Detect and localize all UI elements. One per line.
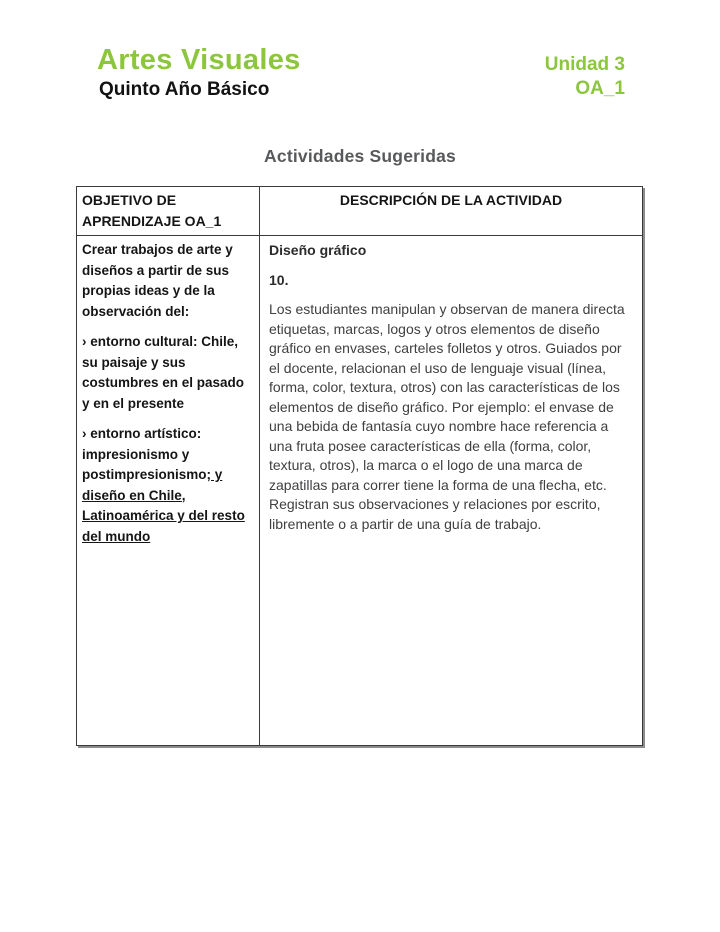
objective-cell [77, 236, 260, 746]
activity-number: 10. [269, 272, 289, 288]
description-cell [260, 236, 643, 746]
activity-description: Los estudiantes manipulan y observan de manera directa etiquetas, marcas, logos y otros elementos de diseño gráfico en envases, carteles folletos y otros. Guiados por el docente, relacionan el uso de lenguaje visual (línea, forma, color, textura, otros) con las características de los elementos de diseño gráfico. Por ejemplo: el envase de una bebida de fantasía cuyo nombre hace referencia a una fruta posee características de ella (forma, color, textura, otros), la marca o el logo de una marca de zapatillas para correr tiene la forma de una flecha, etc. Registran sus observaciones y relaciones por escrito, libremente o a partir de una guía de trabajo. [269, 301, 625, 532]
activity-category: Diseño gráfico [269, 242, 367, 258]
document-header-right [545, 44, 625, 101]
objective-column-header: OBJETIVO DE APRENDIZAJE OA_1 [77, 187, 260, 236]
description-column-header: DESCRIPCIÓN DE LA ACTIVIDAD [260, 187, 643, 236]
table-header-row [77, 187, 643, 236]
unit-label: Unidad 3 [544, 54, 625, 75]
objective-intro: Crear trabajos de arte y diseños a partir de sus propias ideas y de la observación del: [82, 242, 233, 319]
grade-title: Quinto Año Básico [99, 79, 270, 100]
table-body-row [77, 236, 643, 746]
oa-code-label: OA_1 [575, 78, 625, 99]
course-title: Artes Visuales [97, 44, 301, 76]
activity-table [76, 186, 643, 746]
document-header [97, 44, 625, 101]
objective-bullet-artistic [82, 424, 254, 547]
section-title: Actividades Sugeridas [264, 146, 456, 166]
objective-bullet-artistic-plain: › entorno artístico: impresionismo y postimpresionismo [82, 426, 207, 482]
document-header-left [97, 44, 301, 101]
objective-bullet-cultural: › entorno cultural: Chile, su paisaje y sus costumbres en el pasado y en el presente [82, 334, 245, 411]
objective-bullet-artistic-underlined: ; y diseño en Chile, Latinoamérica y del resto del mundo [82, 467, 245, 544]
